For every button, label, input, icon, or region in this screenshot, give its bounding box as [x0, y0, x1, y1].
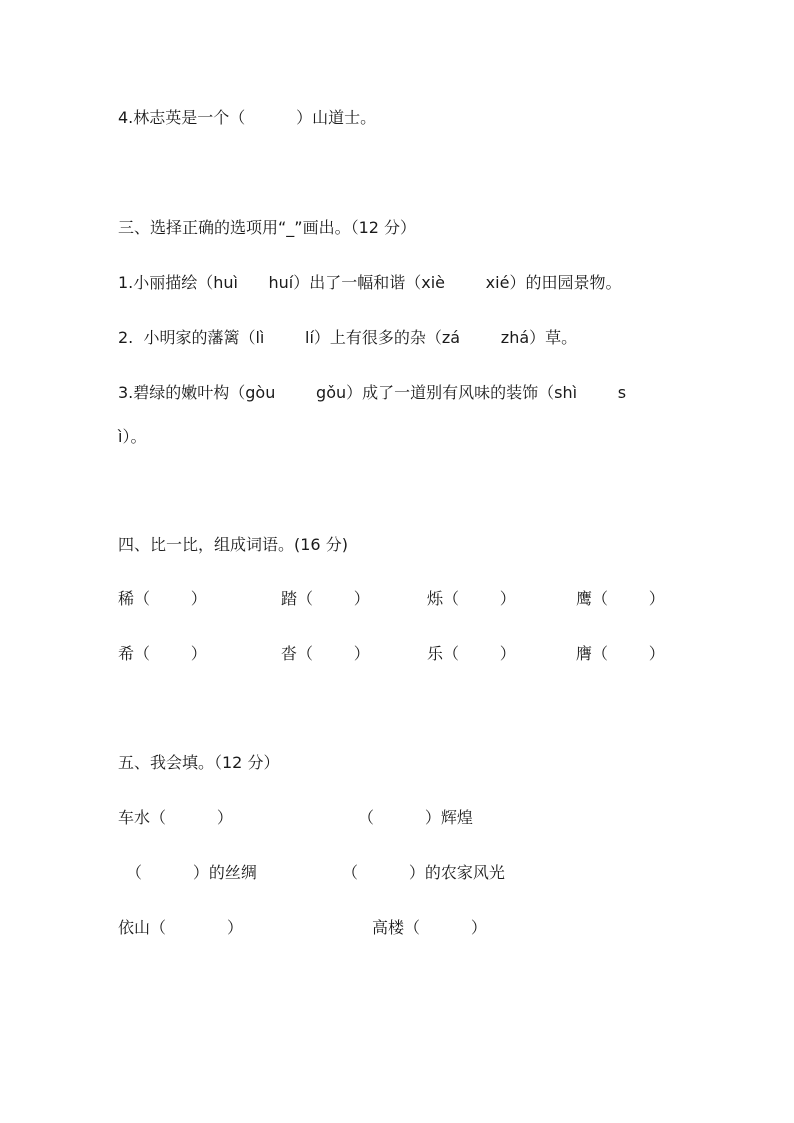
word-cell: 烁（ ）	[427, 589, 516, 608]
section-3-item-3: 3.碧绿的嫩叶构（gòu gǒu）成了一道别有风味的装饰（shì s	[118, 383, 627, 402]
question-4-line: 4.林志英是一个（ ）山道士。	[118, 108, 377, 127]
section-3-item-3-continued: ì）。	[118, 427, 147, 446]
word-cell: 希（ ）	[118, 644, 207, 663]
fill-cell: 高楼（ ）	[372, 918, 487, 937]
word-cell: 膺（ ）	[576, 644, 665, 663]
fill-cell: （ ）辉煌	[358, 808, 473, 827]
section-3-heading: 三、选择正确的选项用“_”画出。（12 分）	[118, 218, 417, 237]
word-cell: 稀（ ）	[118, 589, 207, 608]
word-cell: 鹰（ ）	[576, 589, 665, 608]
word-cell: 乐（ ）	[427, 644, 516, 663]
fill-cell: （ ）的农家风光	[342, 863, 505, 882]
word-cell: 踏（ ）	[281, 589, 370, 608]
section-3-item-2: 2. 小明家的藩篱（lì lí）上有很多的杂（zá zhá）草。	[118, 328, 578, 347]
section-3-item-1: 1.小丽描绘（huì huí）出了一幅和谐（xiè xié）的田园景物。	[118, 273, 622, 292]
fill-cell: 依山（ ）	[118, 918, 244, 937]
section-4-heading: 四、比一比，组成词语。(16 分)	[118, 535, 348, 554]
section-5-heading: 五、我会填。（12 分）	[118, 753, 280, 772]
fill-cell: （ ）的丝绸	[126, 863, 257, 882]
word-cell: 沓（ ）	[281, 644, 370, 663]
fill-cell: 车水（ ）	[118, 808, 233, 827]
